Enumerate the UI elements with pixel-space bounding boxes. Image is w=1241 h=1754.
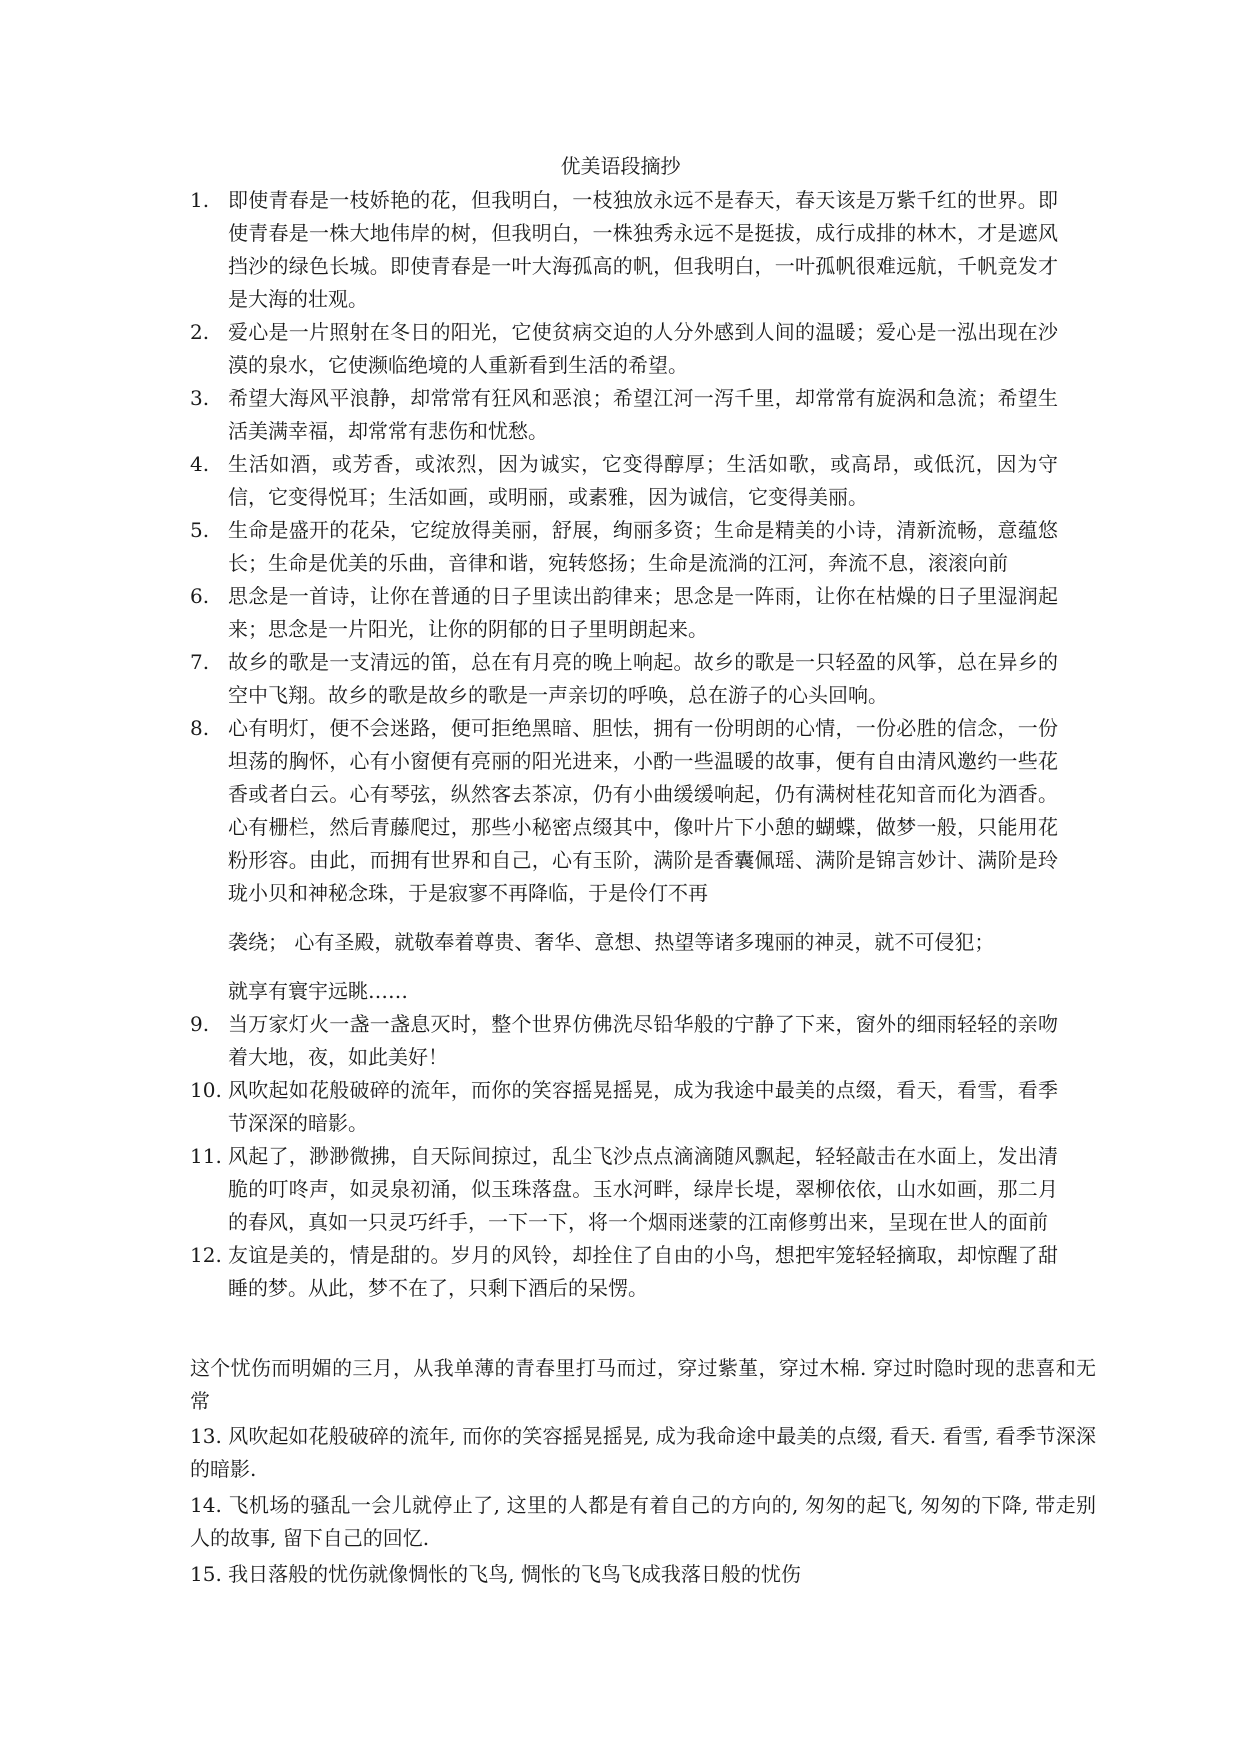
list-item [190, 448, 1058, 514]
list-item [190, 712, 1058, 1008]
list-item [190, 646, 1058, 712]
item-number: 1. [190, 188, 210, 212]
page-title: 优美语段摘抄 [560, 154, 681, 178]
list-item [190, 1140, 1058, 1239]
item-number: 11. [190, 1144, 222, 1168]
item-text-continued: 袭绕； 心有圣殿，就敬奉着尊贵、奢华、意想、热望等诸多瑰丽的神灵，就不可侵犯； [228, 930, 995, 954]
item-text: 友谊是美的，情是甜的。岁月的风铃，却拴住了自由的小鸟，想把牢笼轻轻摘取，却惊醒了甜睡的梦。从此，梦不在了，只剩下酒后的呆愣。 [228, 1243, 1058, 1300]
item-text: 当万家灯火一盏一盏息灭时，整个世界仿佛洗尽铅华般的宁静了下来，窗外的细雨轻轻的亲吻着大地，夜，如此美好！ [228, 1012, 1058, 1069]
item-number: 9. [190, 1012, 210, 1036]
item-text: 思念是一首诗，让你在普通的日子里读出韵律来；思念是一阵雨，让你在枯燥的日子里湿润起来；思念是一片阳光，让你的阴郁的日子里明朗起来。 [228, 584, 1058, 641]
item-text: 心有明灯，便不会迷路，便可拒绝黑暗、胆怯，拥有一份明朗的心情，一份必胜的信念，一份坦荡的胸怀，心有小窗便有亮丽的阳光进来，小酌一些温暖的故事，便有自由清风邀约一些花香或者白云。心有琴弦，纵然客去茶凉，仍有小曲缓缓响起，仍有满树桂花知音而化为酒香。心有栅栏，然后青藤爬过，那些小秘密点缀其中，像叶片下小憩的蝴蝶，做梦一般，只能用花粉形容。由此，而拥有世界和自己，心有玉阶，满阶是香囊佩瑶、满阶是锦言妙计、满阶是玲珑小贝和神秘念珠，于是寂寥不再降临，于是伶仃不再 [228, 716, 1058, 905]
item-number: 5. [190, 518, 210, 542]
item-text: 风起了，渺渺微拂，自天际间掠过，乱尘飞沙点点滴滴随风飘起，轻轻敲击在水面上，发出清脆的叮咚声，如灵泉初涌，似玉珠落盘。玉水河畔，绿岸长堤，翠柳依依，山水如画，那二月的春风，真如一只灵巧纤手，一下一下，将一个烟雨迷蒙的江南修剪出来，呈现在世人的面前 [228, 1144, 1058, 1234]
item-text: 生命是盛开的花朵，它绽放得美丽，舒展，绚丽多资；生命是精美的小诗，清新流畅，意蕴悠长；生命是优美的乐曲，音律和谐，宛转悠扬；生命是流淌的江河，奔流不息，滚滚向前 [228, 518, 1058, 575]
list-item [190, 1239, 1058, 1305]
list-item [190, 1008, 1058, 1074]
item-text: 生活如酒，或芳香，或浓烈，因为诚实，它变得醇厚；生活如歌，或高昂，或低沉，因为守信，它变得悦耳；生活如画，或明丽，或素雅，因为诚信，它变得美丽。 [228, 452, 1058, 509]
item-text: 即使青春是一枝娇艳的花，但我明白，一枝独放永远不是春天，春天该是万紫千红的世界。即使青春是一株大地伟岸的树，但我明白，一株独秀永远不是挺拔，成行成排的林木，才是遮风挡沙的绿色长城。即使青春是一叶大海孤高的帆，但我明白，一叶孤帆很难远航，千帆竞发才是大海的壮观。 [228, 188, 1058, 311]
list-item [190, 382, 1058, 448]
paragraph: 14. 飞机场的骚乱一会儿就停止了, 这里的人都是有着自己的方向的, 匆匆的起飞, 匆匆的下降, 带走别人的故事, 留下自己的回忆. [190, 1493, 1096, 1550]
item-number: 10. [190, 1078, 222, 1102]
item-number: 6. [190, 584, 210, 608]
list-item [190, 580, 1058, 646]
list-item [190, 1074, 1058, 1140]
item-text: 风吹起如花般破碎的流年，而你的笑容摇晃摇晃，成为我途中最美的点缀，看天，看雪，看季节深深的暗影。 [228, 1078, 1058, 1135]
paragraph: 这个忧伤而明媚的三月，从我单薄的青春里打马而过，穿过紫堇，穿过木棉. 穿过时隐时现的悲喜和无常 [190, 1356, 1096, 1413]
item-number: 2. [190, 320, 210, 344]
item-number: 7. [190, 650, 210, 674]
excerpt-list [190, 184, 1058, 1305]
item-number: 8. [190, 716, 210, 740]
list-item [190, 316, 1058, 382]
list-item [190, 514, 1058, 580]
paragraph: 13. 风吹起如花般破碎的流年, 而你的笑容摇晃摇晃, 成为我命途中最美的点缀, 看天. 看雪, 看季节深深的暗影. [190, 1424, 1096, 1481]
item-number: 4. [190, 452, 210, 476]
item-number: 12. [190, 1243, 222, 1267]
item-text: 爱心是一片照射在冬日的阳光，它使贫病交迫的人分外感到人间的温暖；爱心是一泓出现在沙漠的泉水，它使濒临绝境的人重新看到生活的希望。 [228, 320, 1058, 377]
list-item [190, 184, 1058, 316]
item-text-continued: 就享有寰宇远眺…… [228, 979, 408, 1003]
item-number: 3. [190, 386, 210, 410]
item-text: 故乡的歌是一支清远的笛，总在有月亮的晚上响起。故乡的歌是一只轻盈的风筝，总在异乡的空中飞翔。故乡的歌是故乡的歌是一声亲切的呼唤，总在游子的心头回响。 [228, 650, 1058, 707]
item-text: 希望大海风平浪静，却常常有狂风和恶浪；希望江河一泻千里，却常常有旋涡和急流；希望生活美满幸福，却常常有悲伤和忧愁。 [228, 386, 1058, 443]
paragraph: 15. 我日落般的忧伤就像惆怅的飞鸟, 惆怅的飞鸟飞成我落日般的忧伤 [190, 1562, 801, 1586]
